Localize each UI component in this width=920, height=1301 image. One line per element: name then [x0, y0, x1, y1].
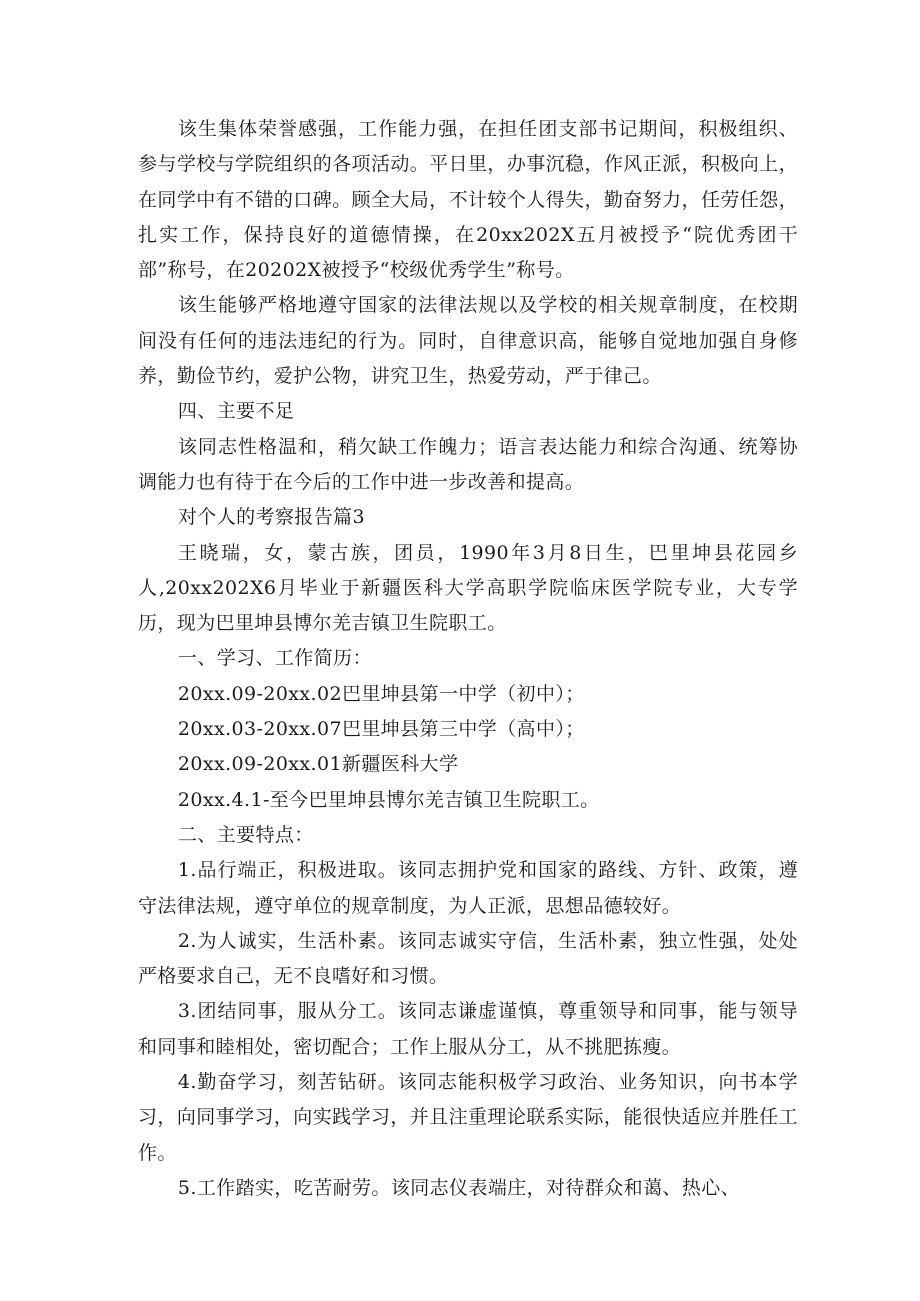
section-heading: 四、主要不足 — [177, 400, 295, 423]
section-heading: 二、主要特点： — [177, 823, 314, 846]
resume-entry: 20xx.4.1-至今巴里坤县博尔羌吉镇卫生院职工。 — [177, 788, 600, 811]
paragraph: 该生能够严格地遵守国家的法律法规以及学校的相关规章制度，在校期间没有任何的违法违纪的行为。同时，自律意识高，能够自觉地加强自身修养，勤俭节约，爱护公物，讲究卫生，热爱劳动，严于律己。 — [138, 294, 798, 388]
article-title: 对个人的考察报告篇3 — [177, 506, 365, 529]
list-item: 5.工作踏实，吃苦耐劳。该同志仪表端庄，对待群众和蔼、热心、 — [177, 1176, 741, 1199]
list-item: 1.品行端正，积极进取。该同志拥护党和国家的路线、方针、政策，遵守法律法规，遵守单位的规章制度，为人正派，思想品德较好。 — [138, 859, 798, 917]
resume-entry: 20xx.09-20xx.01新疆医科大学 — [177, 753, 459, 776]
resume-entry: 20xx.09-20xx.02巴里坤县第一中学（初中）； — [177, 682, 585, 705]
paragraph: 王晓瑞，女，蒙古族，团员，1990年3月8日生，巴里坤县花园乡人,20xx202X6月毕业于新疆医科大学高职学院临床医学院专业，大专学历，现为巴里坤县博尔羌吉镇卫生院职工。 — [138, 541, 798, 635]
list-item: 3.团结同事，服从分工。该同志谦虚谨慎，尊重领导和同事，能与领导和同事和睦相处，密切配合；工作上服从分工，从不挑肥拣瘦。 — [138, 1000, 798, 1058]
list-item: 4.勤奋学习，刻苦钻研。该同志能积极学习政治、业务知识，向书本学习，向同事学习，向实践学习，并且注重理论联系实际，能很快适应并胜任工作。 — [138, 1071, 798, 1164]
document-body — [138, 112, 798, 1206]
paragraph: 该同志性格温和，稍欠缺工作魄力；语言表达能力和综合沟通、统筹协调能力也有待于在今后的工作中进一步改善和提高。 — [138, 435, 798, 493]
section-heading: 一、学习、工作简历： — [177, 647, 372, 670]
resume-entry: 20xx.03-20xx.07巴里坤县第三中学（高中）； — [177, 718, 585, 741]
list-item: 2.为人诚实，生活朴素。该同志诚实守信，生活朴素，独立性强，处处严格要求自己，无不良嗜好和习惯。 — [138, 929, 798, 988]
paragraph: 该生集体荣誉感强，工作能力强，在担任团支部书记期间，积极组织、参与学校与学院组织的各项活动。平日里，办事沉稳，作风正派，积极向上，在同学中有不错的口碑。顾全大局，不计较个人得失，勤奋努力，任劳任怨，扎实工作，保持良好的道德情操，在20xx202X五月被授予“院优秀团干部”称号，在20202X被授予“校级优秀学生”称号。 — [138, 118, 798, 282]
